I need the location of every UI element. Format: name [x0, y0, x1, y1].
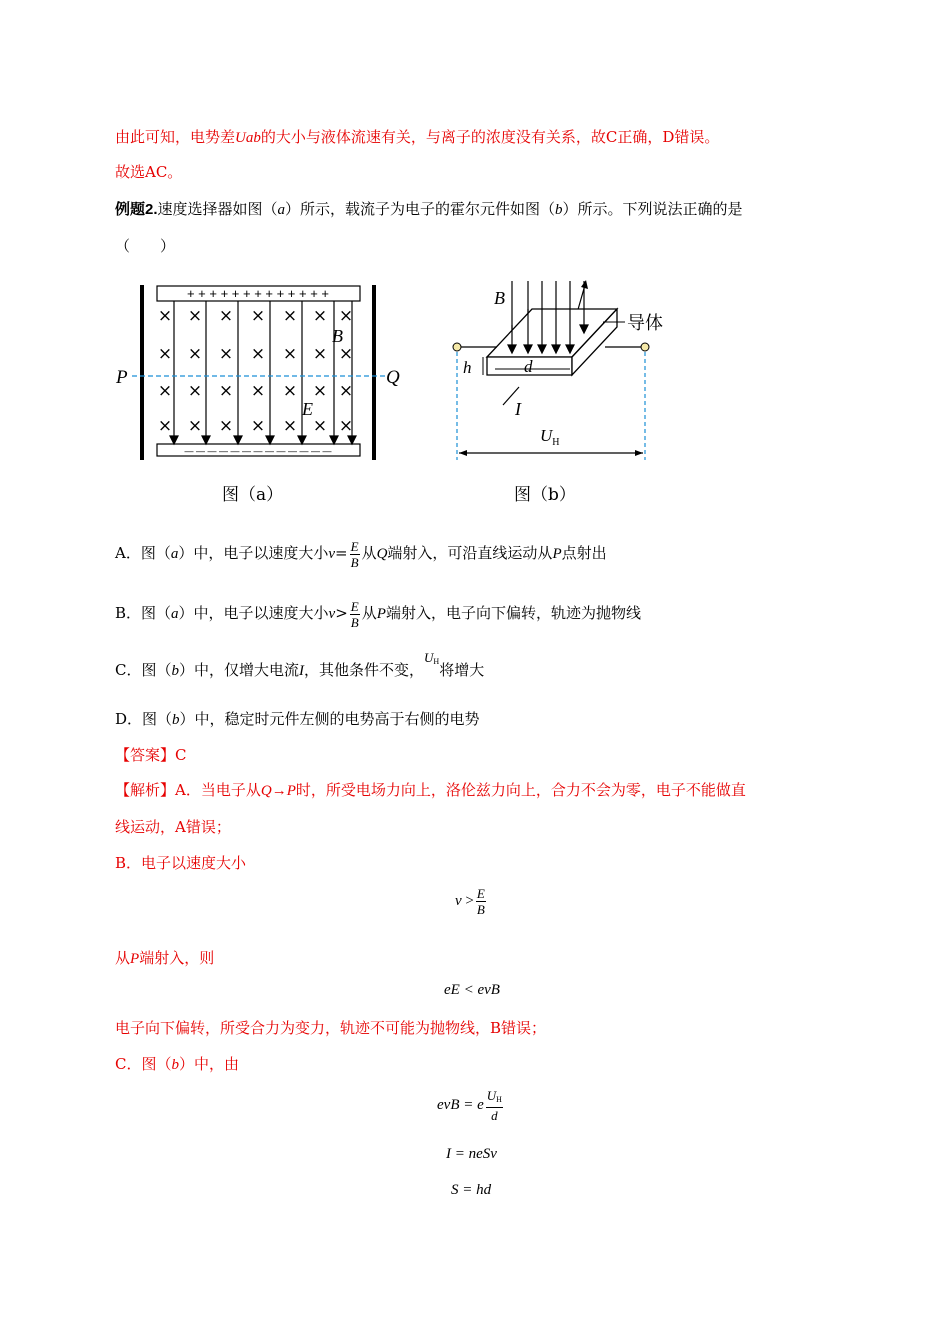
label-E: E — [302, 399, 313, 419]
question-paren: （ ） — [115, 237, 176, 255]
svg-text:×: × — [187, 344, 203, 364]
svg-text:×: × — [218, 344, 234, 364]
left-terminal — [453, 343, 461, 351]
question-text-2: ）所示，载流子为电子的霍尔元件如图（ — [285, 200, 556, 218]
label-P: P — [116, 367, 128, 388]
label-I: I — [515, 399, 521, 419]
label-d: d — [524, 357, 533, 376]
figure-a-caption: 图（a） — [222, 485, 284, 505]
label-UH: $U_H$ — [540, 426, 560, 448]
analysis-line-4: 从P端射入，则 — [115, 949, 215, 967]
question-text-3: ）所示。下列说法正确的是 — [562, 200, 743, 218]
intro-variable: Uab — [235, 130, 261, 146]
equation-2: eE < evB — [444, 982, 500, 998]
svg-text:×: × — [312, 381, 328, 401]
question-text: 速度选择器如图（ — [157, 200, 278, 218]
fig-ref-b: b — [555, 202, 563, 218]
svg-text:×: × — [250, 416, 266, 436]
right-plate — [372, 285, 376, 460]
svg-text:×: × — [312, 416, 328, 436]
label-B: B — [332, 326, 343, 346]
equation-1: v > $\frac{E}{B}$ — [455, 886, 485, 917]
analysis-line-2: 线运动，A错误； — [115, 818, 231, 836]
analysis-line-5: 电子向下偏转，所受合力为变力，轨迹不可能为抛物线，B错误； — [115, 1019, 547, 1037]
intro-line-1 — [115, 127, 719, 148]
svg-text:×: × — [187, 416, 203, 436]
svg-text:×: × — [218, 416, 234, 436]
svg-text:×: × — [218, 381, 234, 401]
figure-b-hall-element — [445, 275, 675, 470]
option-A: A．图（a）中，电子以速度大小v= $\frac{E}{B}$ 从Q端射入，可沿直线运动从P点射出 — [115, 538, 607, 570]
svg-text:×: × — [338, 381, 354, 401]
equation-3: evB = e $\frac{U_H}{d}$ — [437, 1088, 502, 1123]
option-B-fraction: $\frac{E}{B}$ — [350, 598, 359, 630]
question-label: 例题2. — [115, 201, 158, 218]
option-C-UH: $U_H$ — [424, 650, 440, 666]
svg-text:×: × — [250, 344, 266, 364]
option-C: C．图（b）中，仅增大电流I，其他条件不变，$U_H$将增大 — [115, 650, 485, 679]
magnetic-field-crosses — [158, 306, 353, 436]
label-Q: Q — [386, 367, 400, 388]
intro-text: 由此可知，电势差 — [115, 128, 236, 146]
analysis-line-3: B．电子以速度大小 — [115, 854, 247, 872]
svg-text:×: × — [282, 416, 298, 436]
left-plate — [140, 285, 144, 460]
equation-5: S = hd — [451, 1182, 492, 1198]
svg-text:×: × — [187, 306, 203, 326]
svg-text:×: × — [218, 306, 234, 326]
label-conductor: 导体 — [627, 313, 663, 334]
minus-row: — — — — — — — — — — — — — — [184, 446, 332, 456]
svg-text:×: × — [187, 381, 203, 401]
svg-text:×: × — [338, 416, 354, 436]
svg-text:×: × — [157, 416, 173, 436]
plus-row: + + + + + + + + + + + + + — [186, 286, 330, 301]
answer-line: 【答案】C — [115, 746, 187, 764]
option-A-fraction: $\frac{E}{B}$ — [350, 538, 359, 570]
svg-text:×: × — [250, 306, 266, 326]
svg-text:×: × — [312, 306, 328, 326]
figure-b-caption: 图（b） — [514, 485, 576, 505]
svg-text:×: × — [282, 306, 298, 326]
svg-text:×: × — [338, 306, 354, 326]
svg-text:×: × — [157, 344, 173, 364]
svg-text:×: × — [338, 344, 354, 364]
option-B: B．图（a）中，电子以速度大小v> $\frac{E}{B}$ 从P端射入，电子向下偏转，轨迹为抛物线 — [115, 598, 641, 630]
label-B-field: B — [494, 288, 505, 308]
intro-line-2: 故选AC。 — [115, 163, 183, 181]
analysis-line-6: C．图（b）中，由 — [115, 1055, 239, 1073]
right-terminal — [641, 343, 649, 351]
svg-text:×: × — [157, 306, 173, 326]
label-h: h — [463, 358, 472, 377]
fig-ref-a: a — [277, 202, 286, 218]
question-stem — [115, 199, 743, 220]
svg-text:×: × — [282, 344, 298, 364]
svg-text:×: × — [282, 381, 298, 401]
svg-text:×: × — [157, 381, 173, 401]
analysis-line-1: 【解析】A．当电子从Q→P时，所受电场力向上，洛伦兹力向上，合力不会为零，电子不能做直 — [115, 781, 746, 799]
svg-text:×: × — [250, 381, 266, 401]
intro-text-2: 的大小与液体流速有关，与离子的浓度没有关系，故C正确，D错误。 — [260, 128, 720, 146]
figure-a-velocity-selector — [110, 280, 410, 470]
svg-text:×: × — [312, 344, 328, 364]
equation-4: I = neSv — [446, 1146, 497, 1162]
option-D: D．图（b）中，稳定时元件左侧的电势高于右侧的电势 — [115, 710, 480, 728]
